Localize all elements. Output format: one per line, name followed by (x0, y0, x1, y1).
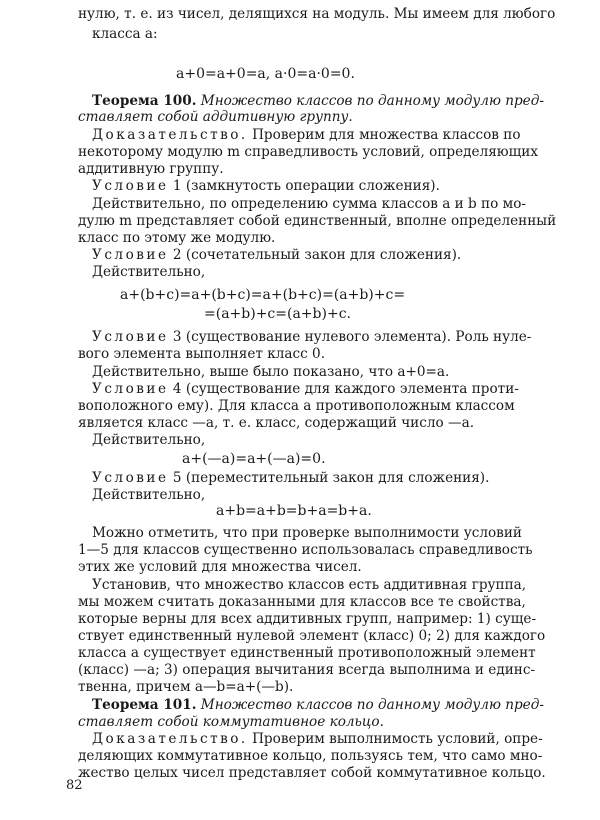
proof-label: Доказательство. (92, 127, 248, 143)
text-line: класса a: (92, 26, 158, 42)
text-line: Действительно, выше было показано, что a+0=a. (92, 364, 450, 380)
text-line: нулю, т. е. из чисел, делящихся на модуль. Мы имеем для любого (78, 6, 556, 22)
theorem-label: Теорема 100. (92, 93, 197, 109)
text-line: мы можем считать доказанными для классов все те свойства, (78, 594, 526, 610)
text-line: которые верны для всех аддитивных групп, например: 1) суще- (78, 611, 537, 627)
condition-label: Условие (92, 178, 169, 194)
text-line: класс по этому же модулю. (78, 230, 276, 246)
equation: =(a+b)+c=(a+b)+c. (204, 306, 351, 322)
text-line: 1—5 для классов существенно использовалась справедливость (78, 542, 533, 558)
text-line: Действительно, (92, 487, 206, 503)
text-line: ставляет собой коммутативное кольцо. (78, 714, 384, 730)
condition-text: 5 (переместительный закон для сложения). (172, 470, 490, 486)
text-line: Действительно, (92, 264, 206, 280)
text-line: ствует единственный нулевой элемент (класс) 0; 2) для каждого (78, 628, 546, 644)
condition-text: 3 (существование нулевого элемента). Роль нуле- (172, 329, 532, 345)
theorem-text: Множество классов по данному модулю пред- (200, 697, 544, 713)
equation: a+b=a+b=b+a=b+a. (216, 503, 372, 519)
text-line: аддитивную группу. (78, 161, 224, 177)
proof-text: Проверим выполнимость условий, опре- (252, 731, 543, 747)
condition-1 (92, 178, 440, 195)
condition-4 (92, 381, 519, 398)
condition-label: Условие (92, 470, 169, 486)
page-number: 82 (66, 778, 83, 793)
condition-label: Условие (92, 247, 169, 263)
condition-label: Условие (92, 329, 169, 345)
text-line: (класс) —a; 3) операция вычитания всегда выполнима и единс- (78, 662, 536, 678)
text-line: этих же условий для множества чисел. (78, 559, 362, 575)
theorem-label: Теорема 101. (92, 697, 197, 713)
theorem-101 (92, 697, 544, 714)
text-line: твенна, причем a—b=a+(—b). (78, 679, 294, 695)
condition-text: 1 (замкнутость операции сложения). (172, 178, 440, 194)
text-line: воположного ему). Для класса a противоположным классом (78, 398, 515, 414)
text-line: вого элемента выполняет класс 0. (78, 346, 326, 362)
condition-5 (92, 470, 489, 487)
proof-line (92, 731, 543, 748)
text-line: Установив, что множество классов есть аддитивная группа, (92, 577, 527, 593)
text-line: Действительно, (92, 432, 206, 448)
condition-text: 2 (сочетательный закон для сложения). (172, 247, 462, 263)
theorem-100 (92, 93, 544, 110)
condition-2 (92, 247, 461, 264)
text-line: является класс —a, т. е. класс, содержащий число —a. (78, 415, 475, 431)
text-line: класса a существует единственный противоположный элемент (78, 645, 536, 661)
proof-label: Доказательство. (92, 731, 248, 747)
text-line: деляющих коммутативное кольцо, пользуясь тем, что само мно- (78, 748, 543, 764)
equation: a+(—a)=a+(—a)=0. (182, 451, 326, 467)
theorem-text: Множество классов по данному модулю пред- (200, 93, 544, 109)
proof-line (92, 127, 521, 144)
text-line: дулю m представляет собой единственный, вполне определенный (78, 213, 557, 229)
condition-3 (92, 329, 531, 346)
text-line: некоторому модулю m справедливость условий, определяющих (78, 144, 538, 160)
proof-text: Проверим для множества классов по (252, 127, 521, 143)
text-line: жество целых чисел представляет собой коммутативное кольцо. (78, 765, 546, 781)
text-line: ставляет собой аддитивную группу. (78, 109, 353, 125)
condition-label: Условие (92, 381, 169, 397)
condition-text: 4 (существование для каждого элемента проти- (172, 381, 519, 397)
text-line: Действительно, по определению сумма классов a и b по мо- (92, 196, 526, 212)
equation: a+(b+c)=a+(b+c)=a+(b+c)=(a+b)+c= (120, 287, 406, 303)
equation: a+0=a+0=a, a·0=a·0=0. (176, 66, 355, 82)
text-line: Можно отметить, что при проверке выполнимости условий (92, 525, 522, 541)
